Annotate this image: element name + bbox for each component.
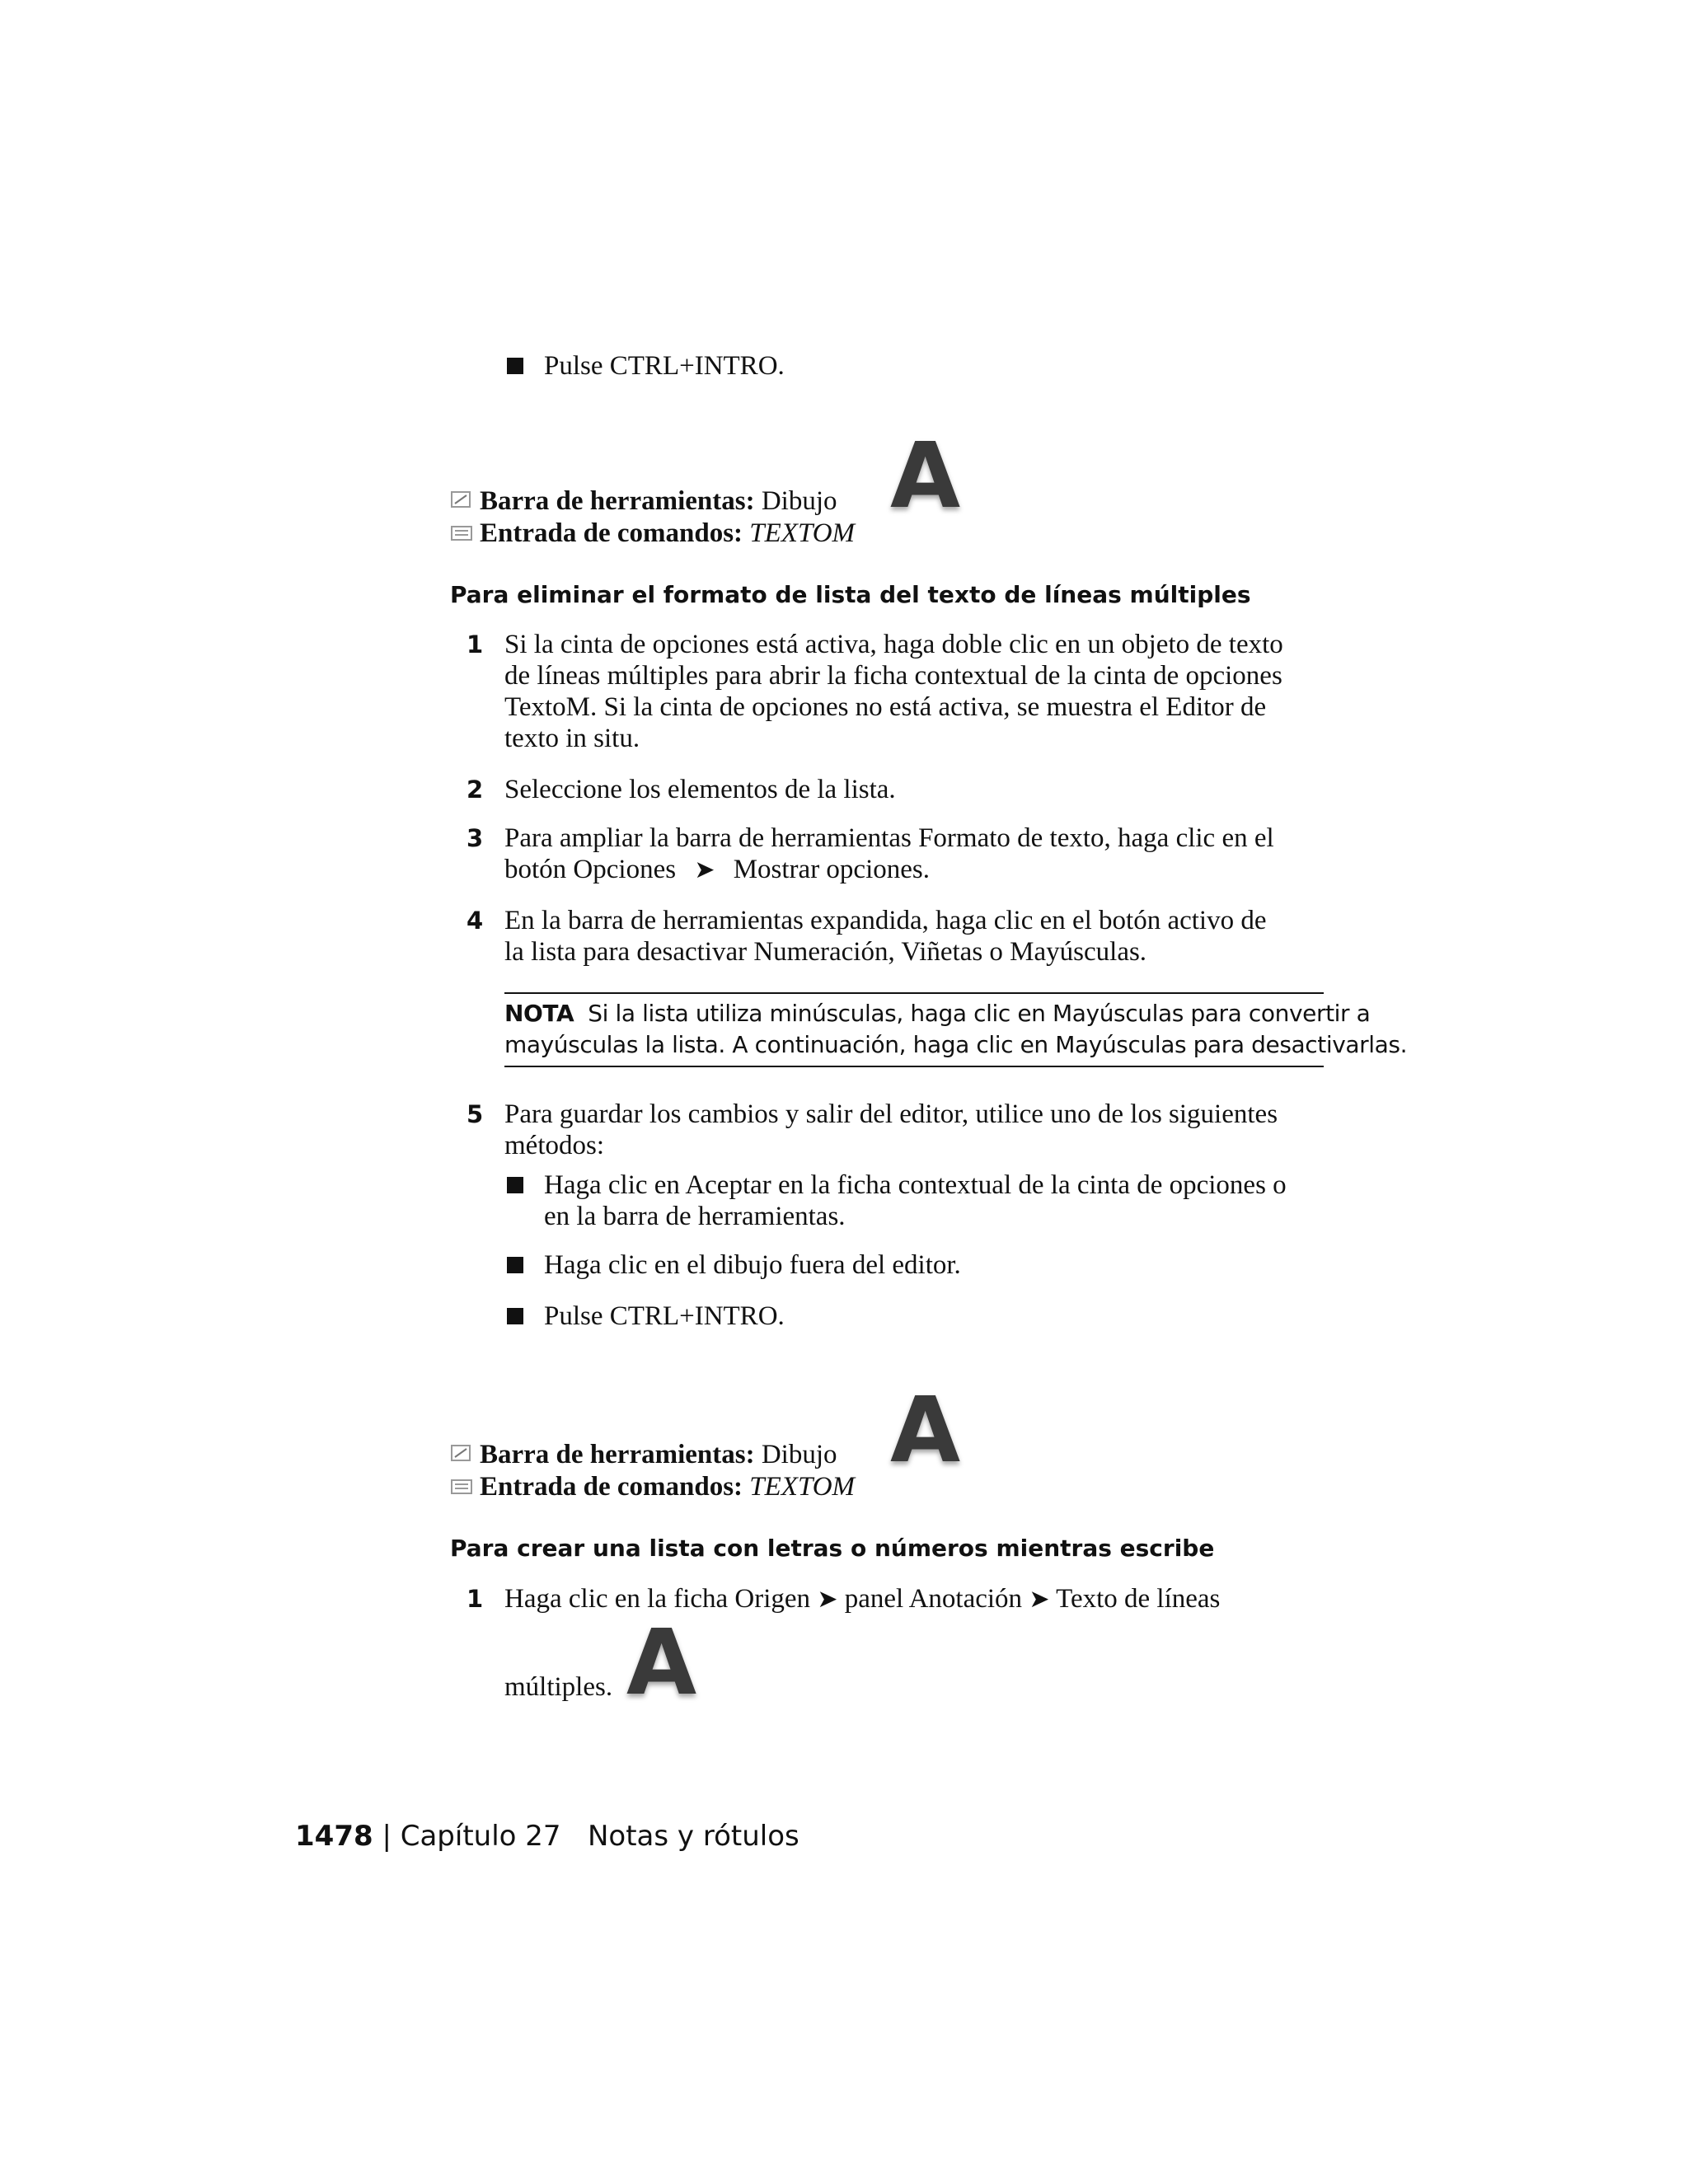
bullet-marker xyxy=(507,358,523,374)
step-text: múltiples. xyxy=(504,1672,613,1702)
step-number: 5 xyxy=(467,1100,484,1128)
bullet-marker xyxy=(507,1177,523,1193)
keyboard-icon xyxy=(450,1477,473,1497)
toolbar-icon xyxy=(450,490,473,510)
bullet-marker xyxy=(507,1308,523,1324)
command-value: TEXTOM xyxy=(749,518,856,548)
step-number: 1 xyxy=(467,1585,484,1613)
bullet-text: Pulse CTRL+INTRO. xyxy=(544,1301,785,1331)
toolbar-label: Barra de herramientas: xyxy=(480,486,755,516)
note-label: NOTA xyxy=(504,1000,574,1027)
note: NOTA Si la lista utiliza minúsculas, haga clic en Mayúsculas para convertir a mayúsculas la lista. A continuación, haga clic en Mayúsculas para desactivarlas. xyxy=(504,1000,1408,1058)
command-value: TEXTOM xyxy=(749,1472,856,1502)
toolbar-line xyxy=(480,1439,837,1470)
step-text: Seleccione los elementos de la lista. xyxy=(504,775,896,804)
toolbar-icon xyxy=(450,1444,473,1464)
note-rule-top xyxy=(504,992,1324,994)
section-heading: Para eliminar el formato de lista del texto de líneas múltiples xyxy=(450,581,1251,608)
step-text: Haga clic en la ficha Origen ➤ panel Anotación ➤ Texto de líneas xyxy=(504,1584,1221,1614)
page-number: 1478 xyxy=(295,1820,373,1853)
multiline-text-button-icon[interactable]: A xyxy=(626,1610,697,1715)
toolbar-line xyxy=(480,485,837,517)
multiline-text-button-icon[interactable]: A xyxy=(890,1377,961,1483)
step-number: 1 xyxy=(467,630,484,658)
note-rule-bottom xyxy=(504,1066,1324,1067)
step-number: 3 xyxy=(467,824,484,852)
step-number: 4 xyxy=(467,907,484,935)
bullet-text: Haga clic en el dibujo fuera del editor. xyxy=(544,1250,961,1280)
arrow-icon: ➤ xyxy=(1029,1585,1050,1614)
footer-separator: | xyxy=(382,1820,392,1853)
command-label: Entrada de comandos: xyxy=(480,518,743,548)
section-heading: Para crear una lista con letras o números mientras escribe xyxy=(450,1535,1215,1562)
arrow-icon: ➤ xyxy=(817,1585,838,1614)
arrow-icon: ➤ xyxy=(694,855,715,884)
bullet-text: Haga clic en Aceptar en la ficha contextual de la cinta de opciones o en la barra de herramientas. xyxy=(544,1170,1287,1231)
toolbar-value: Dibujo xyxy=(761,486,837,516)
step-text: Si la cinta de opciones está activa, haga doble clic en un objeto de texto de líneas múltiples para abrir la ficha contextual de la cinta de opciones TextoM. Si la cinta de opciones no está activa, se muestra el Editor de texto in situ. xyxy=(504,630,1283,753)
command-line xyxy=(480,518,855,549)
chapter-title: Notas y rótulos xyxy=(587,1820,799,1853)
command-label: Entrada de comandos: xyxy=(480,1472,743,1502)
bullet-marker xyxy=(507,1257,523,1273)
multiline-text-button-icon[interactable]: A xyxy=(890,423,961,528)
bullet-text: Pulse CTRL+INTRO. xyxy=(544,351,785,381)
step-text: En la barra de herramientas expandida, haga clic en el botón activo de la lista para desactivar Numeración, Viñetas o Mayúsculas. xyxy=(504,906,1267,967)
toolbar-value: Dibujo xyxy=(761,1440,837,1469)
step-text: Para ampliar la barra de herramientas Formato de texto, haga clic en el botón Opciones ➤ Mostrar opciones. xyxy=(504,823,1274,884)
command-line xyxy=(480,1471,855,1502)
step-number: 2 xyxy=(467,776,484,804)
step-text: Para guardar los cambios y salir del editor, utilice uno de los siguientes métodos: xyxy=(504,1099,1278,1160)
chapter-number: Capítulo 27 xyxy=(400,1820,561,1853)
page-footer xyxy=(295,1820,799,1853)
toolbar-label: Barra de herramientas: xyxy=(480,1440,755,1469)
keyboard-icon xyxy=(450,523,473,543)
